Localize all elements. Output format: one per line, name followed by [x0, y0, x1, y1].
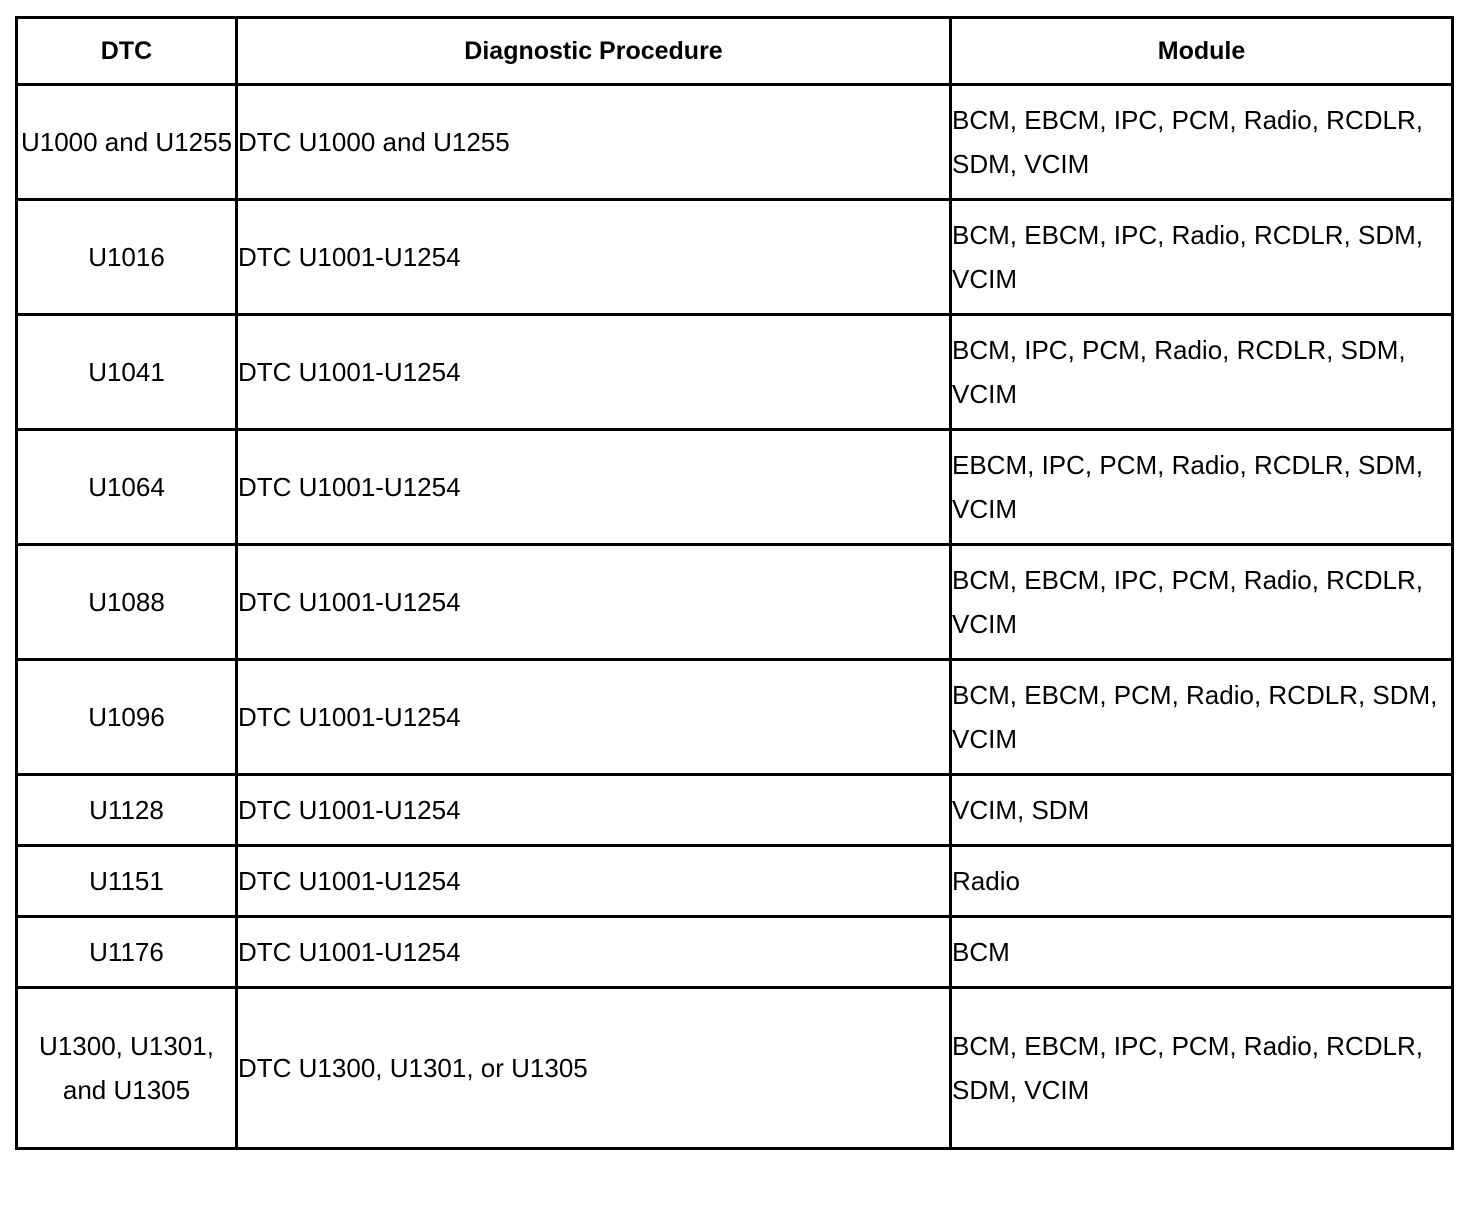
dtc-table — [15, 16, 1454, 1150]
table-row — [17, 846, 1453, 917]
dtc-cell: U1176 — [17, 917, 237, 988]
procedure-cell: DTC U1001-U1254 — [237, 430, 951, 545]
procedure-cell: DTC U1300, U1301, or U1305 — [237, 988, 951, 1149]
table-row — [17, 988, 1453, 1149]
module-cell: Radio — [951, 846, 1453, 917]
procedure-cell: DTC U1001-U1254 — [237, 545, 951, 660]
dtc-cell: U1016 — [17, 200, 237, 315]
procedure-cell: DTC U1001-U1254 — [237, 200, 951, 315]
module-cell: VCIM, SDM — [951, 775, 1453, 846]
table-row — [17, 660, 1453, 775]
header-row — [17, 18, 1453, 85]
header-dtc: DTC — [17, 18, 237, 85]
dtc-cell: U1128 — [17, 775, 237, 846]
module-cell: BCM, EBCM, IPC, PCM, Radio, RCDLR, SDM, VCIM — [951, 85, 1453, 200]
procedure-cell: DTC U1001-U1254 — [237, 846, 951, 917]
dtc-cell: U1151 — [17, 846, 237, 917]
table-row — [17, 545, 1453, 660]
table-row — [17, 315, 1453, 430]
table-row — [17, 775, 1453, 846]
dtc-cell: U1096 — [17, 660, 237, 775]
module-cell: BCM, EBCM, IPC, PCM, Radio, RCDLR, SDM, VCIM — [951, 988, 1453, 1149]
dtc-cell: U1064 — [17, 430, 237, 545]
procedure-cell: DTC U1001-U1254 — [237, 315, 951, 430]
dtc-cell: U1000 and U1255 — [17, 85, 237, 200]
module-cell: BCM, IPC, PCM, Radio, RCDLR, SDM, VCIM — [951, 315, 1453, 430]
procedure-cell: DTC U1001-U1254 — [237, 917, 951, 988]
dtc-cell: U1041 — [17, 315, 237, 430]
module-cell: BCM — [951, 917, 1453, 988]
table-row — [17, 430, 1453, 545]
module-cell: BCM, EBCM, PCM, Radio, RCDLR, SDM, VCIM — [951, 660, 1453, 775]
table-row — [17, 200, 1453, 315]
header-module: Module — [951, 18, 1453, 85]
procedure-cell: DTC U1001-U1254 — [237, 775, 951, 846]
table-row — [17, 85, 1453, 200]
dtc-cell: U1300, U1301, and U1305 — [17, 988, 237, 1149]
module-cell: BCM, EBCM, IPC, PCM, Radio, RCDLR, VCIM — [951, 545, 1453, 660]
dtc-cell: U1088 — [17, 545, 237, 660]
header-diagnostic-procedure: Diagnostic Procedure — [237, 18, 951, 85]
procedure-cell: DTC U1001-U1254 — [237, 660, 951, 775]
module-cell: EBCM, IPC, PCM, Radio, RCDLR, SDM, VCIM — [951, 430, 1453, 545]
table-row — [17, 917, 1453, 988]
procedure-cell: DTC U1000 and U1255 — [237, 85, 951, 200]
module-cell: BCM, EBCM, IPC, Radio, RCDLR, SDM, VCIM — [951, 200, 1453, 315]
